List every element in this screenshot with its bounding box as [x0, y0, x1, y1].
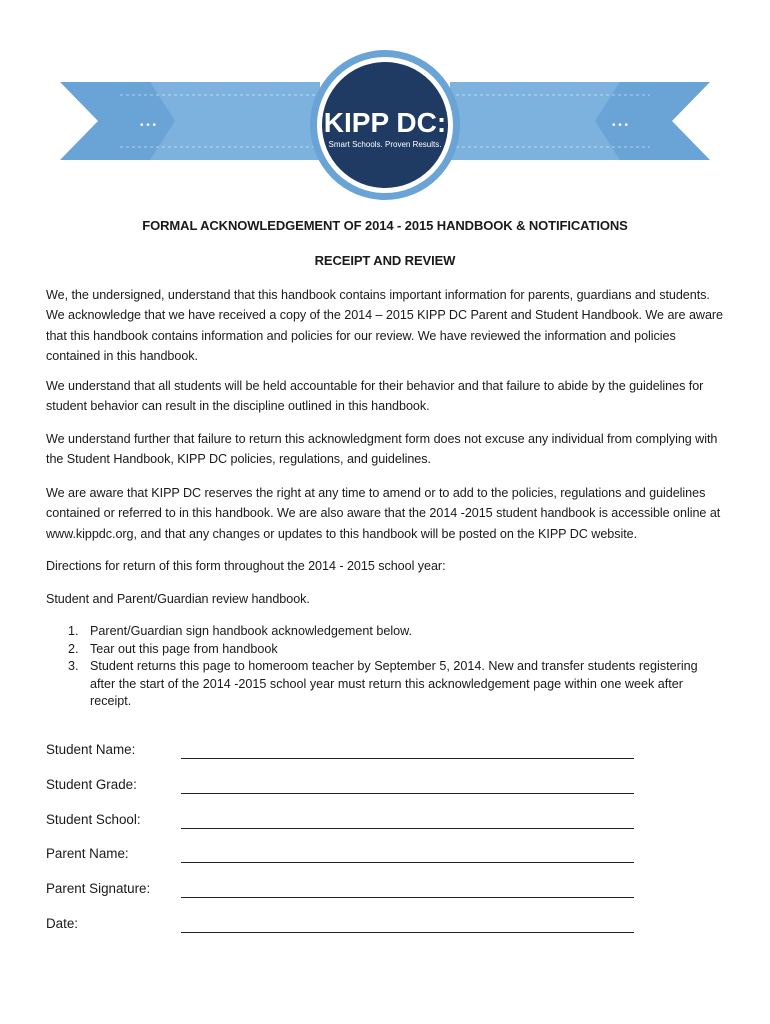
date-line[interactable]: [181, 932, 634, 933]
student-name-line[interactable]: [181, 758, 634, 759]
list-item: [46, 641, 726, 659]
list-item-text: Parent/Guardian sign handbook acknowledgement below.: [90, 624, 413, 638]
list-item: [46, 623, 726, 641]
kipp-dc-logo: [0, 0, 770, 205]
student-school-line[interactable]: [181, 828, 634, 829]
list-item: [46, 658, 726, 711]
date-label: Date:: [46, 916, 79, 931]
student-grade-label: Student Grade:: [46, 777, 137, 792]
list-item-text: Tear out this page from handbook: [90, 641, 278, 656]
parent-name-label: Parent Name:: [46, 846, 129, 861]
parent-name-line[interactable]: [181, 862, 634, 863]
student-name-label: Student Name:: [46, 742, 136, 757]
ribbon-dots-left: • • •: [139, 120, 157, 131]
parent-signature-field: [46, 881, 646, 903]
student-school-field: [46, 812, 646, 834]
paragraph-policy-changes: We are aware that KIPP DC reserves the right at any time to amend or to add to the policies, regulations and guidelines contained or referred to in this handbook. We are also aware that the 2014 -2015 student handbook is accessible online at www.kippdc.org, and that any changes or updates to this handbook will be posted on the KIPP DC website.: [46, 486, 721, 541]
ribbon-right-fold: [450, 82, 620, 160]
logo-brand-text: KIPP DC:: [323, 107, 447, 138]
page-subtitle: RECEIPT AND REVIEW: [314, 253, 456, 268]
paragraph-return-form: We understand further that failure to return this acknowledgment form does not excuse any individual from complying with the Student Handbook, KIPP DC policies, regulations, and guidelines.: [46, 432, 718, 467]
student-school-label: Student School:: [46, 812, 141, 827]
logo-tagline: Smart Schools. Proven Results.: [328, 140, 442, 149]
ribbon-left-fold: [150, 82, 320, 160]
page-title: FORMAL ACKNOWLEDGEMENT OF 2014 - 2015 HANDBOOK & NOTIFICATIONS: [142, 218, 628, 233]
list-item-number: 1.: [68, 624, 79, 638]
parent-signature-line[interactable]: [181, 897, 634, 898]
directions-list: [46, 623, 726, 711]
student-grade-field: [46, 777, 646, 799]
list-item-text: Student returns this page to homeroom teacher by September 5, 2014. New and transfer students registering after the start of the 2014 -2015 school year must return this acknowledgement page within one week after receipt.: [90, 659, 698, 709]
student-name-field: [46, 742, 646, 764]
parent-name-field: [46, 846, 646, 868]
paragraph-acknowledgement: We, the undersigned, understand that this handbook contains important information for parents, guardians and students. We acknowledge that we have received a copy of the 2014 – 2015 KIPP DC Parent and Student Handbook. We are aware that this handbook contains information and policies for our review. We have reviewed the information and policies contained in this handbook.: [46, 288, 723, 363]
student-grade-line[interactable]: [181, 793, 634, 794]
list-item-number: 2.: [68, 641, 79, 656]
ribbon-dots-right: • • •: [611, 120, 629, 131]
paragraph-directions: Directions for return of this form throughout the 2014 - 2015 school year:: [46, 559, 446, 573]
paragraph-review-handbook: Student and Parent/Guardian review handbook.: [46, 592, 310, 606]
paragraph-accountability: We understand that all students will be held accountable for their behavior and that failure to abide by the guidelines for student behavior can result in the discipline outlined in this handbook.: [46, 379, 704, 414]
date-field: [46, 916, 646, 938]
parent-signature-label: Parent Signature:: [46, 881, 151, 896]
list-item-number: 3.: [68, 659, 79, 674]
